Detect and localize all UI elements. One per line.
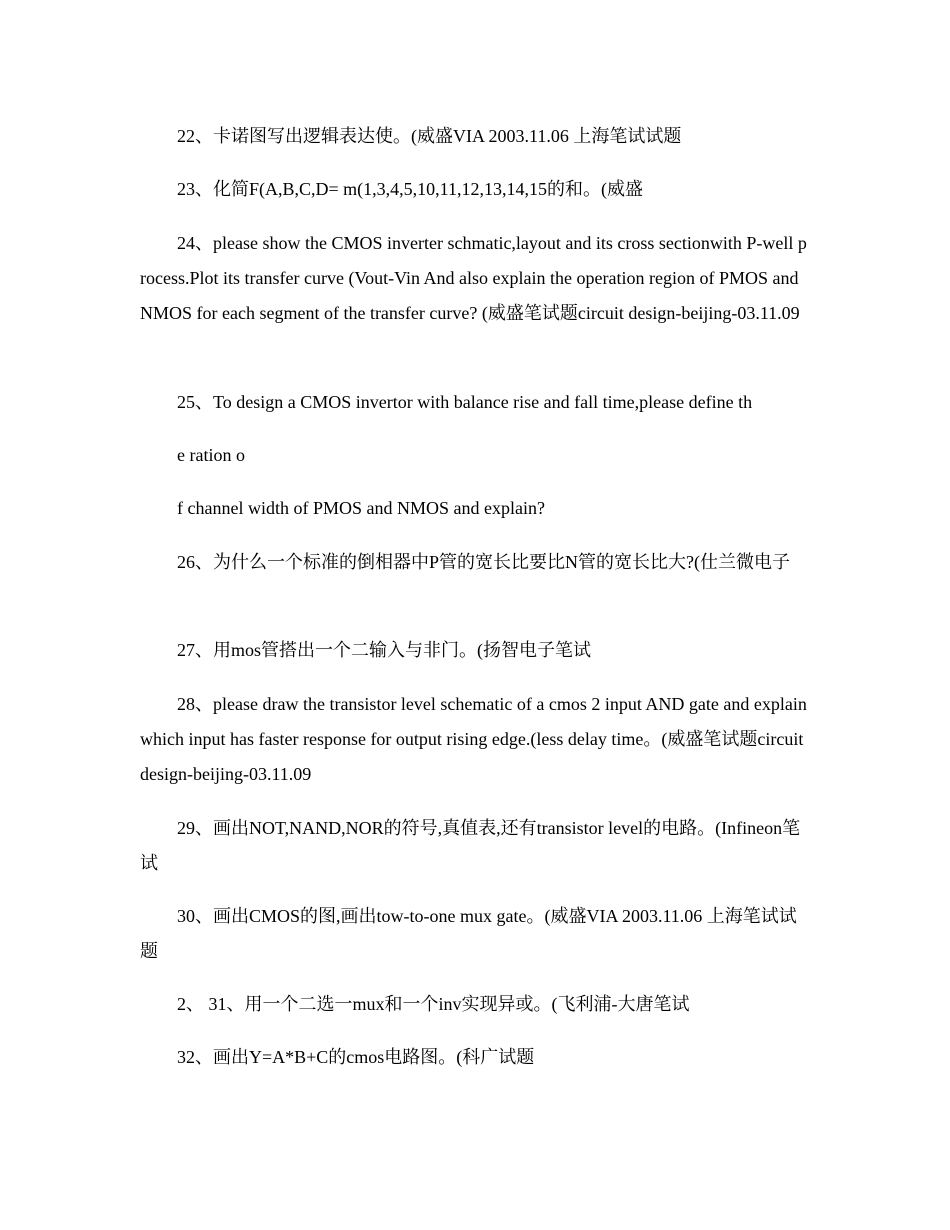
paragraph-27: 27、用mos管搭出一个二输入与非门。(扬智电子笔试 bbox=[177, 640, 591, 660]
paragraph-30: 30、画出CMOS的图,画出tow-to-one mux gate。(威盛VIA 2003.11.06 上海笔试试题 bbox=[140, 906, 797, 961]
paragraph-28: 28、please draw the transistor level schematic of a cmos 2 input AND gate and explain which input has faster response for output rising edge.(less delay time。(威盛笔试题circuit design-beijing-03.11.09 bbox=[140, 694, 807, 784]
paragraph-24: 24、please show the CMOS inverter schmatic,layout and its cross sectionwith P-well process.Plot its transfer curve (Vout-Vin And also explain the operation region of PMOS and NMOS for each segment of the transfer curve? (威盛笔试题circuit design-beijing-03.11.09 bbox=[140, 233, 807, 323]
paragraph-32: 32、画出Y=A*B+C的cmos电路图。(科广试题 bbox=[177, 1047, 535, 1067]
paragraph-29: 29、画出NOT,NAND,NOR的符号,真值表,还有transistor level的电路。(Infineon笔试 bbox=[140, 818, 801, 873]
paragraph-31: 2、 31、用一个二选一mux和一个inv实现异或。(飞利浦-大唐笔试 bbox=[177, 994, 690, 1014]
paragraph-23: 23、化简F(A,B,C,D= m(1,3,4,5,10,11,12,13,14,15的和。(威盛 bbox=[177, 179, 643, 199]
paragraph-25-cont-1: e ration o bbox=[177, 445, 245, 465]
paragraph-25: 25、To design a CMOS invertor with balance rise and fall time,please define th bbox=[177, 392, 753, 412]
paragraph-25-cont-2: f channel width of PMOS and NMOS and explain? bbox=[177, 498, 545, 518]
paragraph-22: 22、卡诺图写出逻辑表达使。(威盛VIA 2003.11.06 上海笔试试题 bbox=[177, 126, 682, 146]
paragraph-26: 26、为什么一个标准的倒相器中P管的宽长比要比N管的宽长比大?(仕兰微电子 bbox=[177, 552, 790, 572]
